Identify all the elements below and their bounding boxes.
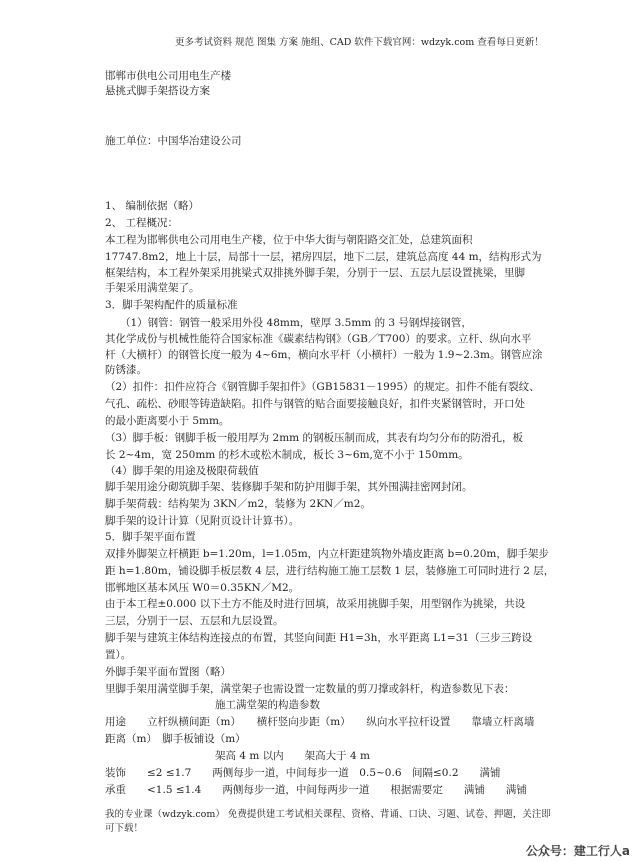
body-line: 距 h=1.80m，铺设脚手板层数 4 层，进行结构施工施工层数 1 层，装修施工可同时进行 2 层，	[105, 565, 555, 577]
site-header: 更多考试资料 规范 图集 方案 施组、CAD 软件下载官网：wdzyk.com 查看每日更新！	[175, 37, 544, 48]
body-line: 手架采用满堂架了。	[105, 282, 200, 294]
doc-title-line1: 邯郸市供电公司用电生产楼	[105, 70, 231, 82]
section-2-heading: 2、 工程概况：	[105, 217, 179, 229]
body-line: 三层，分别于一层、五层和九层设置。	[105, 615, 284, 627]
section-3-heading: 3．脚手架构配件的质量标准	[105, 299, 238, 311]
section-5-heading: 5．脚手架平面布置	[105, 531, 196, 543]
table-header: 距离（m） 脚手板铺设（m）	[105, 733, 246, 745]
body-line: 脚手架的设计计算（见附页设计计算书）。	[105, 515, 300, 527]
footer-line1: 我的专业课（wdzyk.com） 免费提供建工考试相关课程、资格、背诵、口诀、习题、试卷、押题，关注即	[105, 809, 551, 820]
construction-unit: 施工单位：中国华冶建设公司	[105, 135, 242, 147]
body-line: （1）钢管：钢管一般采用外役 48mm，壁厚 3.5mm 的 3 号钢焊接钢管，	[120, 317, 472, 329]
table-row: 装饰 ≤2 ≤1.7 两侧每步一道，中间每步一道 0.5~0.6 间隔≤0.2 满铺	[105, 767, 501, 779]
body-line: 杆（大横杆）的钢管长度一般为 4~6m，横向水平杆（小横杆）一般为 1.9~2.3m。钢管应涂	[105, 349, 543, 361]
body-line: 脚手架用途分砌筑脚手架、装修脚手架和防护用脚手架，其外围满挂密网封闭。	[105, 481, 473, 493]
body-line: 气孔、疏松、砂眼等铸造缺陷。扣件与钢管的贴合面要接触良好，扣件夹紧钢管时，开口处	[105, 398, 525, 410]
body-line: 邯郸地区基本风压 W0＝0.35KN／M2。	[105, 582, 300, 594]
table-caption: 施工满堂架的构造参数	[215, 699, 320, 711]
table-header: 用途 立杆纵横间距（m） 横杆竖向步距（m） 纵向水平拉杆设置 靠墙立杆离墙	[105, 716, 535, 728]
body-line: 外脚手架平面布置图（略）	[105, 666, 231, 678]
body-line: 脚手架荷载：结构架为 3KN／m2，装修为 2KN／m2。	[105, 498, 371, 510]
body-line: 由于本工程±0.000 以下土方不能及时进行回填，故采用挑脚手架，用型钢作为挑梁，共设	[105, 598, 526, 610]
table-row: 承重 <1.5 ≤1.4 两侧每步一道，中间每两步一道 根据需要定 满铺 满铺	[105, 784, 527, 796]
body-line: 里脚手架用满堂脚手架，满堂架子也需设置一定数量的剪刀撑或斜杆，构造参数见下表：	[105, 683, 515, 695]
watermark: 公众号：建工行人a	[525, 844, 630, 858]
body-line: （3）脚手板：钢脚手板一般用厚为 2mm 的钢板压制而成，其表有均匀分布的防滑孔，板	[105, 432, 523, 444]
body-line: 长 2~4m，宽 250mm 的杉木或松木制成，板长 3~6m,宽不小于 150mm。	[105, 449, 469, 461]
body-line: （2）扣件：扣件应符合《钢管脚手架扣件》（GB15831－1995）的规定。扣件不能有裂纹、	[105, 381, 540, 393]
body-line: （4）脚手架的用途及极限荷载值	[105, 465, 259, 477]
body-line: 双排外脚架立杆横距 b=1.20m，l=1.05m，内立杆距建筑物外墙皮距离 b=0.20m，脚手架步	[105, 548, 549, 560]
body-line: 17747.8m2，地上十层，局部十一层，裙房四层，地下二层，建筑总高度 44 m，结构形式为	[105, 251, 542, 263]
body-line: 脚手架与建筑主体结构连接点的布置，其竖向间距 H1=3h，水平距离 L1=31（三步三跨设	[105, 632, 533, 644]
body-line: 框架结构，本工程外架采用挑梁式双排挑外脚手架，分别于一层、五层九层设置挑梁，里脚	[105, 267, 525, 279]
footer-line2: 可下载！	[105, 823, 144, 834]
table-subheader: 架高 4 m 以内 架高大于 4 m	[215, 750, 370, 762]
body-line: 其化学成份与机械性能符合国家标准《碳素结构钢》（GB／T700）的要求。立杆、纵向水平	[105, 333, 532, 345]
body-line: 防锈漆。	[105, 364, 147, 376]
body-line: 本工程为邯郸供电公司用电生产楼，位于中华大街与朝阳路交汇处，总建筑面积	[105, 234, 473, 246]
doc-title-line2: 悬挑式脚手架搭设方案	[105, 85, 210, 97]
section-1-heading: 1、 编制依据（略）	[105, 200, 200, 212]
body-line: 的最小距离要小于 5mm。	[105, 415, 230, 427]
body-line: 置）。	[105, 649, 132, 661]
